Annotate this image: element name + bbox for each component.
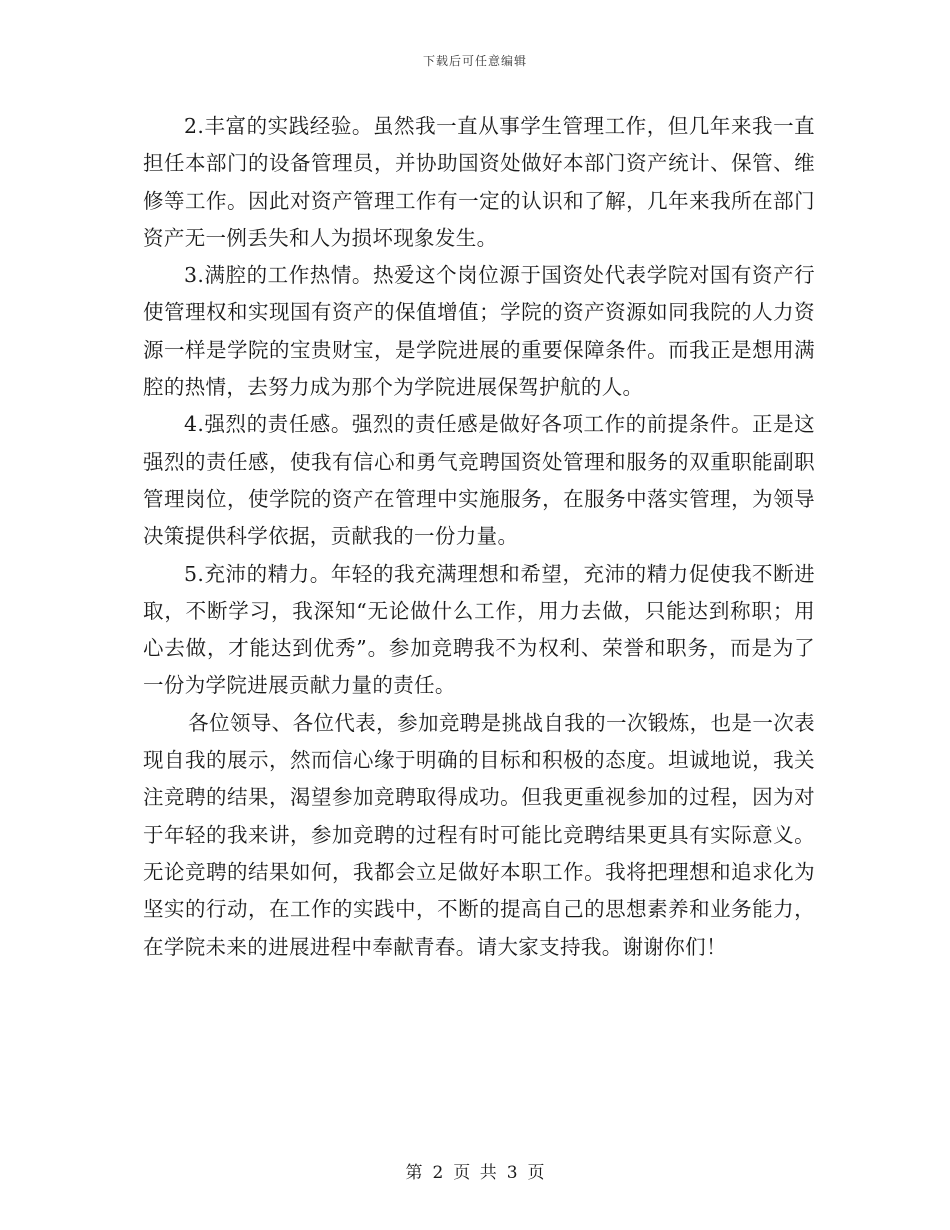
footer-prefix: 第 bbox=[405, 1163, 423, 1183]
page-number-footer bbox=[0, 1158, 950, 1183]
footer-total-pages: 3 bbox=[506, 1163, 518, 1183]
document-body bbox=[143, 108, 815, 966]
paragraph-practical-experience: 2.丰富的实践经验。虽然我一直从事学生管理工作，但几年来我一直担任本部门的设备管理员，并协助国资处做好本部门资产统计、保管、维修等工作。因此对资产管理工作有一定的认识和了解，几年来我所在部门资产无一例丢失和人为损坏现象发生。 bbox=[143, 114, 815, 250]
paragraph-closing-speech: 各位领导、各位代表，参加竞聘是挑战自我的一次锻炼，也是一次表现自我的展示，然而信心缘于明确的目标和积极的态度。坦诚地说，我关注竞聘的结果，渴望参加竞聘取得成功。但我更重视参加的过程，因为对于年轻的我来讲，参加竞聘的过程有时可能比竞聘结果更具有实际意义。无论竞聘的结果如何，我都会立足做好本职工作。我将把理想和追求化为坚实的行动，在工作的实践中，不断的提高自己的思想素养和业务能力，在学院未来的进展进程中奉献青春。请大家支持我。谢谢你们！ bbox=[143, 710, 815, 959]
paragraph-work-enthusiasm: 3.满腔的工作热情。热爱这个岗位源于国资处代表学院对国有资产行使管理权和实现国有资产的保值增值；学院的资产资源如同我院的人力资源一样是学院的宝贵财宝，是学院进展的重要保障条件。而我正是想用满腔的热情，去努力成为那个为学院进展保驾护航的人。 bbox=[143, 263, 815, 400]
page-header-note: 下载后可任意编辑 bbox=[422, 54, 527, 68]
footer-current-page: 2 bbox=[432, 1163, 444, 1183]
footer-suffix: 页 bbox=[527, 1163, 545, 1183]
footer-middle: 页 共 bbox=[453, 1163, 497, 1183]
paragraph-energy: 5.充沛的精力。年轻的我充满理想和希望，充沛的精力促使我不断进取，不断学习，我深知“无论做什么工作，用力去做，只能达到称职；用心去做，才能达到优秀”。参加竞聘我不为权利、荣誉和职务，而是为了一份为学院进展贡献力量的责任。 bbox=[143, 561, 815, 698]
paragraph-responsibility: 4.强烈的责任感。强烈的责任感是做好各项工作的前提条件。正是这强烈的责任感，使我有信心和勇气竞聘国资处管理和服务的双重职能副职管理岗位，使学院的资产在管理中实施服务，在服务中落实管理，为领导决策提供科学依据，贡献我的一份力量。 bbox=[143, 412, 815, 549]
